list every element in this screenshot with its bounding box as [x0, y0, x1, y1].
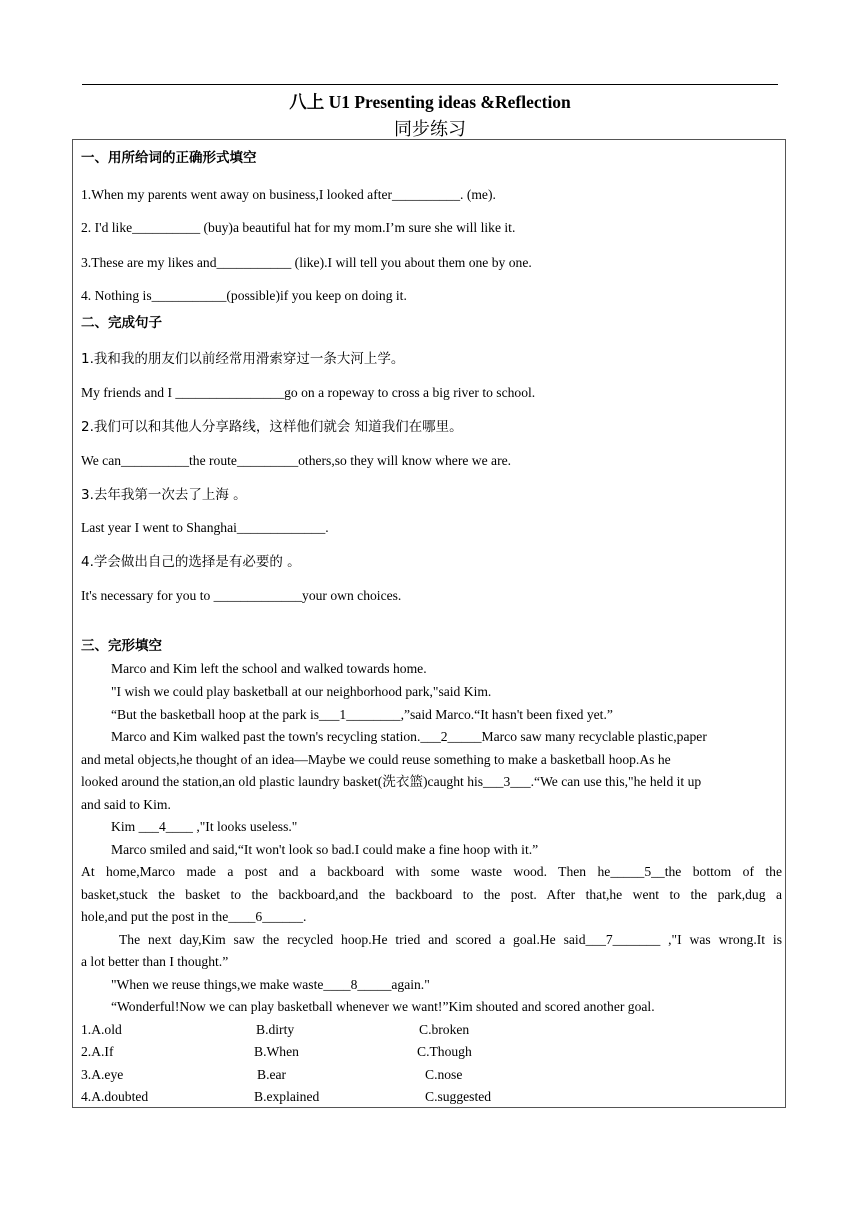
passage-line: and said to Kim. — [81, 797, 171, 812]
header-rule — [82, 84, 778, 85]
question-item: 1.When my parents went away on business,I looked after__________. (me). — [81, 187, 496, 202]
option-a: 3.A.eye — [81, 1067, 124, 1082]
passage-line: Marco and Kim walked past the town's recycling station.___2_____Marco saw many recyclable plastic,paper — [111, 729, 707, 744]
passage-line: "When we reuse things,we make waste____8_____again." — [111, 977, 430, 992]
section-heading: 二、完成句子 — [81, 315, 162, 331]
option-c: C.broken — [419, 1022, 470, 1037]
option-b: B.When — [254, 1044, 299, 1059]
passage-line: Kim ___4____ ,"It looks useless." — [111, 819, 298, 834]
passage-line: Marco smiled and said,“It won't look so bad.I could make a fine hoop with it.” — [111, 842, 539, 857]
option-b: B.ear — [257, 1067, 287, 1082]
question-item: 2. I'd like__________ (buy)a beautiful hat for my mom.I’m sure she will like it. — [81, 220, 516, 235]
option-c: C.Though — [417, 1044, 472, 1059]
english-sentence: Last year I went to Shanghai_____________. — [81, 520, 329, 535]
passage-line: hole,and put the post in the____6______. — [81, 909, 307, 924]
passage-line: "I wish we could play basketball at our neighborhood park,"said Kim. — [111, 684, 492, 699]
question-item: 4. Nothing is___________(possible)if you keep on doing it. — [81, 288, 407, 303]
english-sentence: My friends and I ________________go on a ropeway to cross a big river to school. — [81, 385, 536, 400]
option-a: 2.A.If — [81, 1044, 114, 1059]
passage-line: At home,Marco made a post and a backboard with some waste wood. Then he_____5__the bottom of the — [81, 864, 782, 879]
option-b: B.dirty — [256, 1022, 295, 1037]
chinese-prompt: 3.去年我第一次去了上海 。 — [81, 487, 247, 503]
passage-line: looked around the station,an old plastic laundry basket(洗衣篮)caught his___3___.“We can use this,"he held it up — [81, 774, 702, 789]
passage-line: and metal objects,he thought of an idea—Maybe we could reuse something to make a basketball hoop.As he — [81, 752, 671, 767]
passage-line: basket,stuck the basket to the backboard,and the backboard to the post. After that,he went to the park,dug a — [81, 887, 782, 902]
english-sentence: We can__________the route_________others,so they will know where we are. — [81, 453, 512, 468]
chinese-prompt: 2.我们可以和其他人分享路线，这样他们就会 知道我们在哪里。 — [81, 419, 463, 435]
page-subtitle: 同步练习 — [394, 119, 466, 139]
passage-line: Marco and Kim left the school and walked towards home. — [111, 661, 427, 676]
english-sentence: It's necessary for you to _____________your own choices. — [81, 588, 402, 603]
passage-line: The next day,Kim saw the recycled hoop.He tried and scored a goal.He said___7_______ ,"I was wrong.It is — [119, 932, 782, 947]
passage-line: a lot better than I thought.” — [81, 954, 229, 969]
option-b: B.explained — [254, 1089, 320, 1104]
chinese-prompt: 4.学会做出自己的选择是有必要的 。 — [81, 554, 301, 570]
option-c: C.nose — [425, 1067, 463, 1082]
page-title: 八上 U1 Presenting ideas &Reflection — [289, 92, 571, 112]
passage-line: “Wonderful!Now we can play basketball whenever we want!”Kim shouted and scored another goal. — [111, 999, 655, 1014]
option-c: C.suggested — [425, 1089, 492, 1104]
option-a: 1.A.old — [81, 1022, 122, 1037]
chinese-prompt: 1.我和我的朋友们以前经常用滑索穿过一条大河上学。 — [81, 351, 405, 367]
section-heading: 三、完形填空 — [81, 638, 162, 654]
section-heading: 一、用所给词的正确形式填空 — [81, 150, 257, 166]
question-item: 3.These are my likes and___________ (like).I will tell you about them one by one. — [81, 255, 532, 270]
option-a: 4.A.doubted — [81, 1089, 149, 1104]
passage-line: “But the basketball hoop at the park is___1________,”said Marco.“It hasn't been fixed yet.” — [111, 707, 613, 722]
